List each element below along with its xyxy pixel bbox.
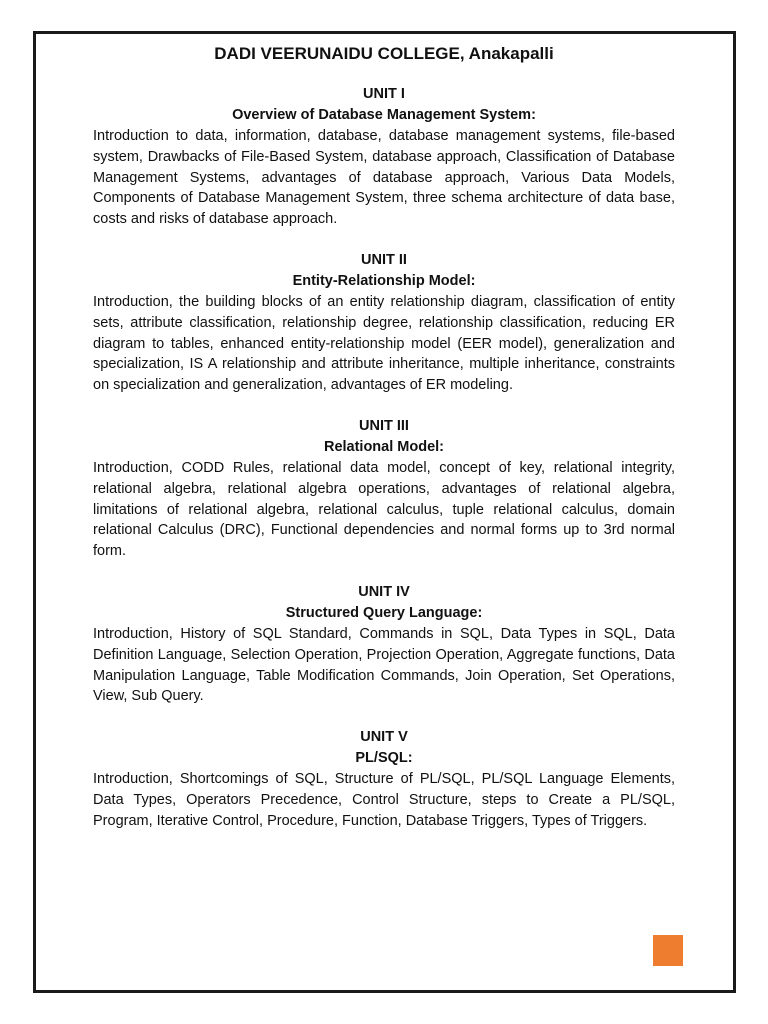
unit-body: Introduction to data, information, database, database management systems, file-based system, Drawbacks of File-Based System, database approach, Classification of Database Management Systems, advantages of database approach, Various Data Models, Components of Database Management System, three schema architecture of data base, costs and risks of database approach. [93, 128, 675, 228]
document-content [93, 42, 675, 852]
unit-number: UNIT V [360, 729, 408, 746]
unit-2 [93, 250, 675, 396]
page-bottom-rule [33, 991, 736, 992]
unit-body: Introduction, History of SQL Standard, Commands in SQL, Data Types in SQL, Data Definition Language, Selection Operation, Projection Operation, Aggregate functions, Data Manipulation Language, Table Modification Commands, Join Operation, Set Operations, View, Sub Query. [93, 625, 675, 705]
unit-heading: Structured Query Language: [285, 604, 483, 621]
unit-3 [93, 416, 675, 562]
college-title: DADI VEERUNAIDU COLLEGE, Anakapalli [214, 44, 554, 63]
unit-number: UNIT III [359, 417, 409, 434]
page-number-marker [653, 935, 683, 966]
unit-body: Introduction, Shortcomings of SQL, Structure of PL/SQL, PL/SQL Language Elements, Data Types, Operators Precedence, Control Structure, steps to Create a PL/SQL, Program, Iterative Control, Procedure, Function, Database Triggers, Types of Triggers. [93, 771, 675, 829]
unit-heading: Relational Model: [323, 438, 445, 455]
unit-number: UNIT II [361, 251, 407, 268]
unit-number: UNIT I [363, 86, 405, 102]
unit-number: UNIT IV [358, 583, 410, 600]
unit-body: Introduction, the building blocks of an entity relationship diagram, classification of entity sets, attribute classification, relationship degree, relationship classification, reducing ER diagram to tables, enhanced entity-relationship model (EER model), generalization and specialization, IS A relationship and attribute inheritance, multiple inheritance, constraints on specialization and generalization, advantages of ER modeling. [93, 293, 675, 394]
unit-1 [93, 84, 675, 230]
unit-body: Introduction, CODD Rules, relational data model, concept of key, relational integrity, relational algebra, relational algebra operations, advantages of relational algebra, limitations of relational algebra, relational calculus, tuple relational calculus, domain relational Calculus (DRC), Functional dependencies and normal forms up to 3rd normal form. [93, 459, 675, 560]
unit-5 [93, 727, 675, 831]
unit-4 [93, 582, 675, 707]
unit-heading: Overview of Database Management System: [232, 107, 536, 123]
unit-heading: PL/SQL: [355, 750, 413, 767]
unit-heading: Entity-Relationship Model: [292, 272, 476, 289]
